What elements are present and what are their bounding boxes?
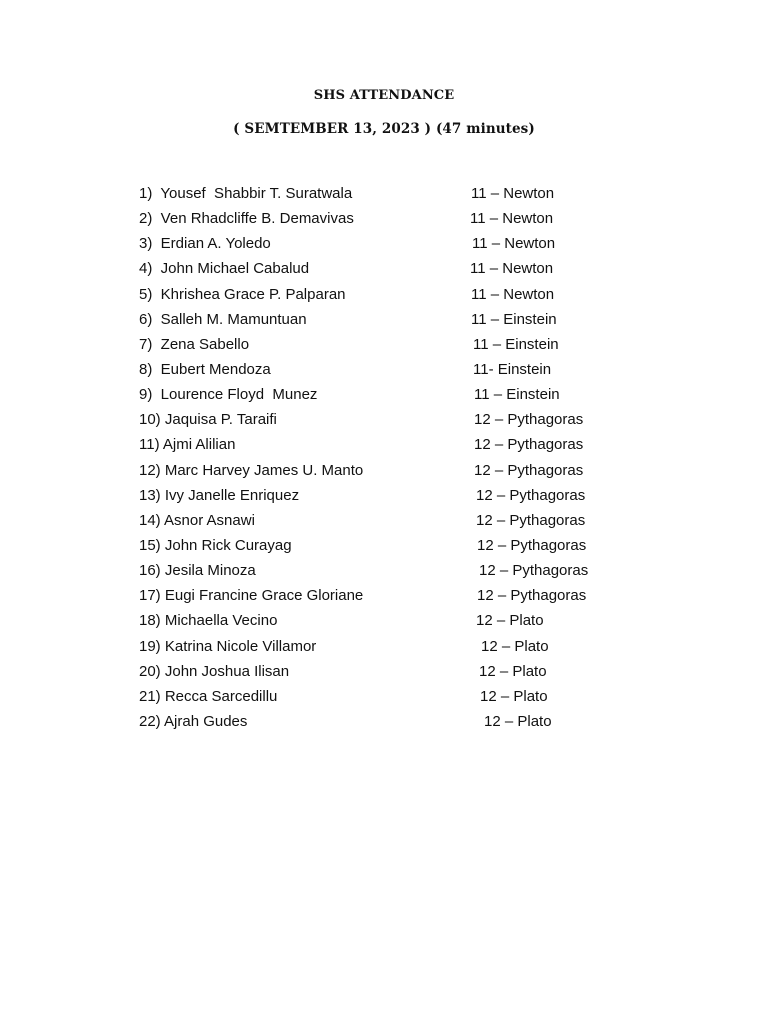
student-section: 11- Einstein (473, 360, 552, 378)
student-entry: 13) Ivy Janelle Enriquez (139, 486, 300, 504)
attendance-row (139, 536, 639, 561)
student-section: 12 – Pythagoras (476, 511, 586, 529)
attendance-row (139, 687, 639, 712)
student-entry: 11) Ajmi Alilian (139, 436, 236, 454)
attendance-row (139, 712, 639, 737)
student-entry: 15) John Rick Curayag (139, 536, 292, 554)
student-entry: 9) Lourence Floyd Munez (139, 386, 318, 404)
student-entry: 2) Ven Rhadcliffe B. Demavivas (139, 210, 354, 228)
student-section: 12 – Pythagoras (474, 461, 584, 479)
student-entry: 22) Ajrah Gudes (139, 712, 248, 730)
attendance-row (139, 435, 639, 460)
attendance-list (139, 184, 639, 737)
attendance-row (139, 184, 639, 209)
student-entry: 16) Jesila Minoza (139, 562, 256, 580)
student-section: 11 – Einstein (471, 310, 557, 328)
student-section: 12 – Pythagoras (474, 411, 584, 429)
attendance-row (139, 486, 639, 511)
student-section: 12 – Pythagoras (476, 486, 586, 504)
attendance-row (139, 561, 639, 586)
student-entry: 8) Eubert Mendoza (139, 360, 271, 378)
student-section: 11 – Einstein (474, 386, 560, 404)
attendance-row (139, 410, 639, 435)
student-entry: 19) Katrina Nicole Villamor (139, 637, 317, 655)
student-entry: 1) Yousef Shabbir T. Suratwala (139, 185, 353, 202)
student-section: 12 – Plato (480, 687, 548, 705)
document-subtitle: ( SEMTEMBER 13, 2023 ) (47 minutes) (233, 121, 535, 137)
attendance-row (139, 335, 639, 360)
attendance-row (139, 285, 639, 310)
attendance-row (139, 662, 639, 687)
attendance-row (139, 310, 639, 335)
student-section: 12 – Plato (479, 662, 547, 680)
student-section: 12 – Pythagoras (477, 587, 587, 605)
student-section: 12 – Pythagoras (477, 536, 587, 554)
student-entry: 4) John Michael Cabalud (139, 260, 310, 278)
attendance-row (139, 259, 639, 284)
student-entry: 17) Eugi Francine Grace Gloriane (139, 587, 364, 605)
student-section: 11 – Newton (470, 210, 554, 228)
student-section: 11 – Newton (472, 235, 556, 253)
student-entry: 14) Asnor Asnawi (139, 511, 255, 529)
attendance-row (139, 611, 639, 636)
student-section: 11 – Newton (471, 285, 555, 303)
attendance-row (139, 586, 639, 611)
student-entry: 21) Recca Sarcedillu (139, 687, 278, 705)
student-entry: 20) John Joshua Ilisan (139, 662, 290, 680)
student-section: 12 – Pythagoras (474, 436, 584, 454)
student-entry: 12) Marc Harvey James U. Manto (139, 461, 364, 479)
student-section: 12 – Plato (484, 712, 552, 730)
student-section: 11 – Einstein (473, 335, 559, 353)
attendance-row (139, 360, 639, 385)
student-section: 11 – Newton (471, 185, 555, 202)
student-entry: 6) Salleh M. Mamuntuan (139, 310, 307, 328)
student-entry: 7) Zena Sabello (139, 335, 250, 353)
student-section: 12 – Plato (481, 637, 549, 655)
student-section: 12 – Plato (476, 612, 544, 630)
document-title: SHS ATTENDANCE (313, 88, 455, 103)
student-section: 12 – Pythagoras (479, 562, 589, 580)
student-entry: 18) Michaella Vecino (139, 612, 278, 630)
student-entry: 3) Erdian A. Yoledo (139, 235, 271, 253)
attendance-row (139, 385, 639, 410)
student-entry: 10) Jaquisa P. Taraifi (139, 411, 277, 429)
student-section: 11 – Newton (470, 260, 554, 278)
attendance-row (139, 461, 639, 486)
student-entry: 5) Khrishea Grace P. Palparan (139, 285, 346, 303)
attendance-row (139, 511, 639, 536)
attendance-row (139, 209, 639, 234)
attendance-row (139, 234, 639, 259)
attendance-row (139, 637, 639, 662)
